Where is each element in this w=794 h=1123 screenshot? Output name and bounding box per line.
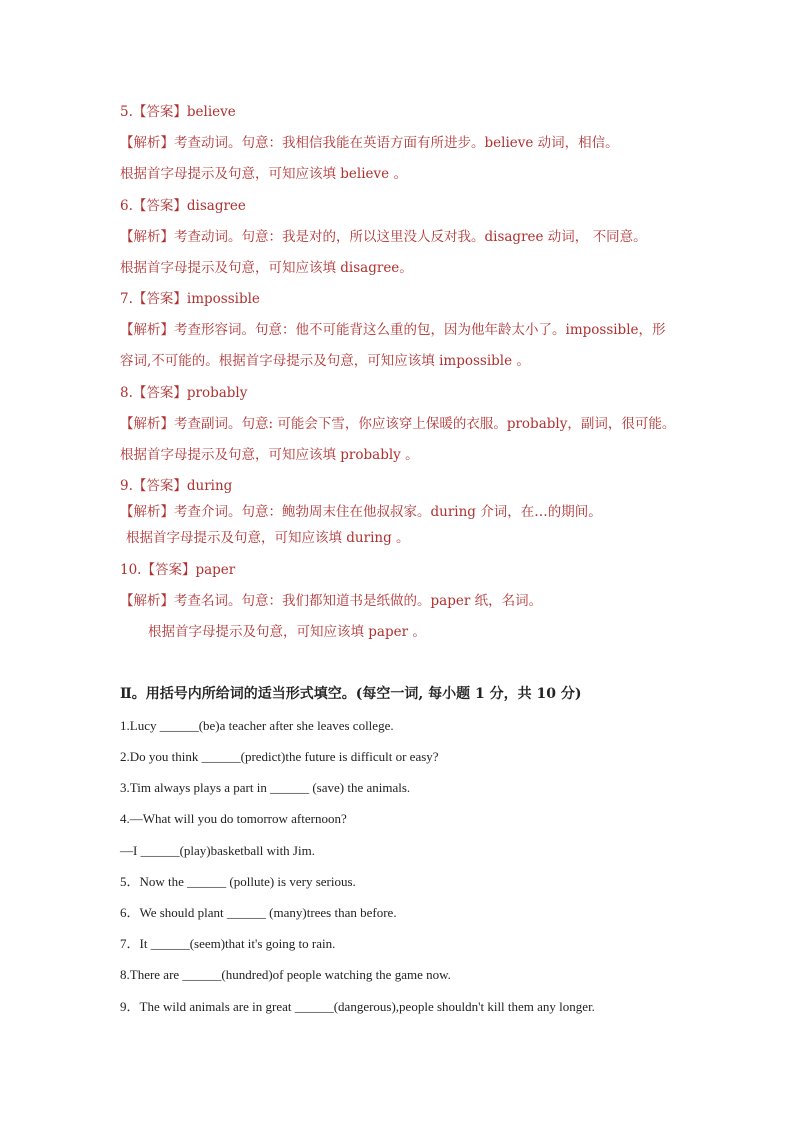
hint-10: 根据首字母提示及句意，可知应该填 paper 。 — [148, 624, 426, 640]
hint-5: 根据首字母提示及句意，可知应该填 believe 。 — [120, 166, 407, 182]
question-9: 9．The wild animals are in great ______(dangerous),people shouldn't kill them any longer. — [120, 999, 595, 1014]
question-3: 3.Tim always plays a part in ______ (save) the animals. — [120, 780, 411, 795]
explanation-7-cont: 容词,不可能的。根据首字母提示及句意，可知应该填 impossible 。 — [120, 353, 530, 369]
answer-9: 9.【答案】during — [120, 478, 233, 494]
explanation-9: 【解析】考查介词。句意：鲍勃周末住在他叔叔家。during 介词，在…的期间。 — [120, 504, 602, 520]
hint-9: 根据首字母提示及句意，可知应该填 during 。 — [126, 530, 410, 546]
hint-6: 根据首字母提示及句意，可知应该填 disagree。 — [120, 260, 413, 276]
answer-10: 10.【答案】paper — [120, 562, 236, 578]
explanation-7: 【解析】考查形容词。句意：他不可能背这么重的包，因为他年龄太小了。impossible，形 — [120, 322, 666, 338]
answer-6: 6.【答案】disagree — [120, 198, 246, 214]
explanation-10: 【解析】考查名词。句意：我们都知道书是纸做的。paper 纸，名词。 — [120, 593, 543, 609]
question-2: 2.Do you think ______(predict)the future is difficult or easy? — [120, 749, 439, 764]
answer-7: 7.【答案】impossible — [120, 291, 260, 307]
question-1: 1.Lucy ______(be)a teacher after she leaves college. — [120, 718, 394, 733]
question-7: 7．It ______(seem)that it's going to rain. — [120, 936, 336, 951]
explanation-6: 【解析】考查动词。句意：我是对的，所以这里没人反对我。disagree 动词， 不同意。 — [120, 229, 647, 245]
explanation-5: 【解析】考查动词。句意：我相信我能在英语方面有所进步。believe 动词，相信。 — [120, 135, 619, 151]
question-5: 5．Now the ______ (pollute) is very serious. — [120, 874, 356, 889]
hint-8: 根据首字母提示及句意，可知应该填 probably 。 — [120, 447, 419, 463]
question-6: 6．We should plant ______ (many)trees than before. — [120, 905, 397, 920]
question-8: 8.There are ______(hundred)of people watching the game now. — [120, 967, 451, 982]
question-4-reply: —I ______(play)basketball with Jim. — [120, 843, 315, 858]
answer-8: 8.【答案】probably — [120, 385, 248, 401]
section-2-title: Ⅱ。用括号内所给词的适当形式填空。(每空一词, 每小题 1 分，共 10 分) — [120, 686, 582, 702]
question-4: 4.—What will you do tomorrow afternoon? — [120, 811, 347, 826]
explanation-8: 【解析】考查副词。句意: 可能会下雪，你应该穿上保暖的衣服。probably，副词，很可能。 — [120, 416, 676, 432]
answer-5: 5.【答案】believe — [120, 104, 236, 120]
